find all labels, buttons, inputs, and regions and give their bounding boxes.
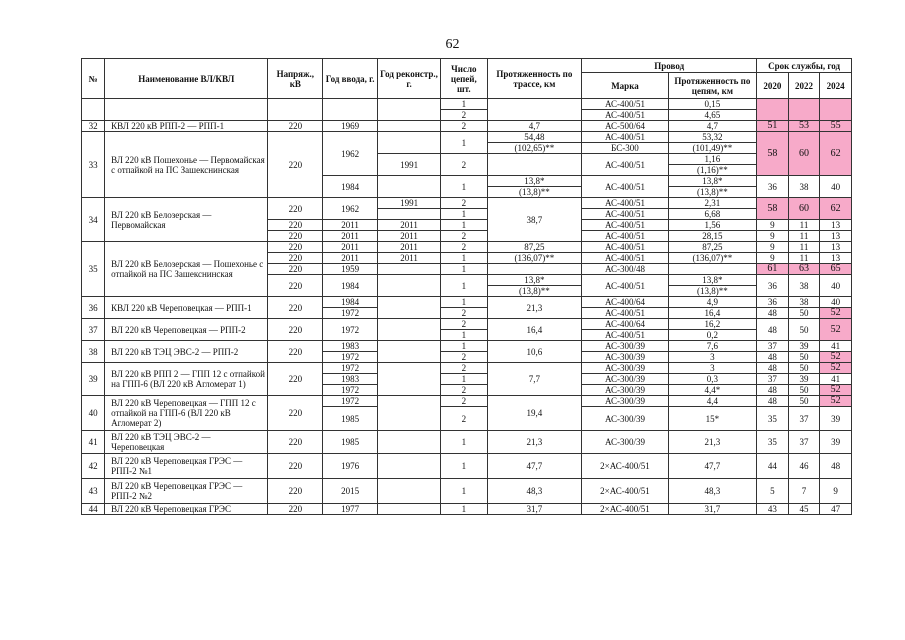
cell: 220 xyxy=(268,297,323,319)
cell: 1984 xyxy=(323,275,378,297)
cell: 1972 xyxy=(323,319,378,341)
cell: 58 xyxy=(757,198,789,220)
table-row xyxy=(82,504,852,515)
cell: ВЛ 220 кВ ТЭЦ ЭВС-2 — Череповецкая xyxy=(105,431,268,454)
cell: 1,16 xyxy=(668,154,756,165)
cell: 7,6 xyxy=(668,341,756,352)
cell: АС-300/39 xyxy=(582,374,668,385)
cell: 6,68 xyxy=(668,209,756,220)
cell: ВЛ 220 кВ Пошехонье — Первомайская с отпайкой на ПС Зашекснинская xyxy=(105,132,268,198)
cell: АС-400/51 xyxy=(582,132,668,143)
header-wire-length: Протяженность по цепям, км xyxy=(668,73,756,99)
cell: 1 xyxy=(441,209,487,220)
cell: 220 xyxy=(268,363,323,396)
cell: 39 xyxy=(820,431,852,454)
cell: 2 xyxy=(441,231,487,242)
cell: 35 xyxy=(757,431,789,454)
table-row xyxy=(82,297,852,308)
cell: 15* xyxy=(668,407,756,431)
cell: 38 xyxy=(82,341,105,363)
cell: 13 xyxy=(820,231,852,242)
cell: 13,8* xyxy=(487,176,582,187)
cell: 48 xyxy=(757,319,789,341)
cell: 36 xyxy=(757,176,789,198)
cell: 4,4 xyxy=(668,396,756,407)
cell: 21,3 xyxy=(668,431,756,454)
cell: 1 xyxy=(441,275,487,297)
cell: 220 xyxy=(268,454,323,479)
cell: 0,2 xyxy=(668,330,756,341)
cell: (101,49)** xyxy=(668,143,756,154)
header-num: № xyxy=(82,59,105,99)
cell: АС-300/39 xyxy=(582,363,668,374)
cell: 0,15 xyxy=(668,99,756,110)
cell: 2×АС-400/51 xyxy=(582,504,668,515)
table-row xyxy=(82,396,852,407)
cell: 220 xyxy=(268,231,323,242)
cell: 2×АС-400/51 xyxy=(582,454,668,479)
cell: 44 xyxy=(82,504,105,515)
cell: 1 xyxy=(441,253,487,264)
cell: 4,65 xyxy=(668,110,756,121)
header-year-2022: 2022 xyxy=(788,73,820,99)
cell: (102,65)** xyxy=(487,143,582,154)
cell: 41 xyxy=(820,374,852,385)
table-row xyxy=(82,319,852,330)
cell: 37 xyxy=(82,319,105,341)
cell: 2 xyxy=(441,363,487,374)
cell: 87,25 xyxy=(668,242,756,253)
cell: 21,3 xyxy=(487,297,582,319)
cell: 19,4 xyxy=(487,396,582,431)
cell: АС-300/39 xyxy=(582,341,668,352)
cell: 1972 xyxy=(323,308,378,319)
cell: 220 xyxy=(268,275,323,297)
cell: 16,4 xyxy=(668,308,756,319)
cell: 54,48 xyxy=(487,132,582,143)
power-lines-table xyxy=(81,58,852,515)
cell: 9 xyxy=(757,220,789,231)
cell: 50 xyxy=(788,385,820,396)
cell: 13,8* xyxy=(668,176,756,187)
cell: 38 xyxy=(788,297,820,308)
cell: 37 xyxy=(757,374,789,385)
cell: 1972 xyxy=(323,352,378,363)
cell: АС-500/64 xyxy=(582,121,668,132)
table-row xyxy=(82,99,852,110)
cell: 40 xyxy=(820,275,852,297)
cell: 44 xyxy=(757,454,789,479)
cell: КВЛ 220 кВ РПП-2 — РПП-1 xyxy=(105,121,268,132)
cell: 220 xyxy=(268,253,323,264)
cell: 4,7 xyxy=(487,121,582,132)
cell: 16,4 xyxy=(487,319,582,341)
cell: АС-300/39 xyxy=(582,385,668,396)
cell: АС-400/51 xyxy=(582,198,668,209)
cell: АС-300/48 xyxy=(582,264,668,275)
cell: 2 xyxy=(441,121,487,132)
cell: 1972 xyxy=(323,363,378,374)
cell: АС-400/51 xyxy=(582,209,668,220)
header-wire-mark: Марка xyxy=(582,73,668,99)
cell: 38 xyxy=(788,176,820,198)
cell: 21,3 xyxy=(487,431,582,454)
table-row xyxy=(82,198,852,209)
cell: 9 xyxy=(757,253,789,264)
cell: 2 xyxy=(441,396,487,407)
cell: 4,4* xyxy=(668,385,756,396)
cell: 37 xyxy=(757,341,789,352)
cell: 1976 xyxy=(323,454,378,479)
cell: 50 xyxy=(788,319,820,341)
cell: 2×АС-400/51 xyxy=(582,479,668,504)
table-row xyxy=(82,454,852,479)
cell: 2011 xyxy=(323,220,378,231)
cell: ВЛ 220 кВ ТЭЦ ЭВС-2 — РПП-2 xyxy=(105,341,268,363)
cell: 50 xyxy=(788,308,820,319)
cell: 28,15 xyxy=(668,231,756,242)
cell: ВЛ 220 кВ Череповецкая — РПП-2 xyxy=(105,319,268,341)
cell: 13 xyxy=(820,220,852,231)
cell: АС-400/51 xyxy=(582,176,668,198)
cell: 48 xyxy=(820,454,852,479)
cell: 220 xyxy=(268,319,323,341)
cell: 50 xyxy=(788,352,820,363)
cell: 2 xyxy=(441,308,487,319)
cell: 2 xyxy=(441,110,487,121)
cell: 50 xyxy=(788,363,820,374)
cell: 1985 xyxy=(323,407,378,431)
cell: 1991 xyxy=(377,198,440,209)
cell: 52 xyxy=(820,352,852,363)
cell: 13 xyxy=(820,253,852,264)
cell: 51 xyxy=(757,121,789,132)
cell: АС-400/51 xyxy=(582,154,668,176)
cell: (1,16)** xyxy=(668,165,756,176)
table-row xyxy=(82,363,852,374)
cell: 43 xyxy=(757,504,789,515)
cell: 39 xyxy=(788,341,820,352)
cell: 7,7 xyxy=(487,363,582,396)
cell: 48 xyxy=(757,352,789,363)
cell: АС-400/51 xyxy=(582,220,668,231)
cell: 32 xyxy=(82,121,105,132)
table-row xyxy=(82,479,852,504)
cell: 1972 xyxy=(323,396,378,407)
cell: 1 xyxy=(441,374,487,385)
cell: БС-300 xyxy=(582,143,668,154)
header-service-life: Срок службы, год xyxy=(757,59,852,73)
cell: 38,7 xyxy=(487,198,582,242)
cell: АС-300/39 xyxy=(582,352,668,363)
cell: 65 xyxy=(820,264,852,275)
cell: 37 xyxy=(788,431,820,454)
header-wire: Провод xyxy=(582,59,757,73)
cell: 9 xyxy=(820,479,852,504)
cell: 11 xyxy=(788,231,820,242)
cell: АС-400/51 xyxy=(582,242,668,253)
cell: 13 xyxy=(820,242,852,253)
cell: 43 xyxy=(82,479,105,504)
cell: 41 xyxy=(82,431,105,454)
cell: 10,6 xyxy=(487,341,582,363)
cell: 220 xyxy=(268,479,323,504)
cell: 2 xyxy=(441,198,487,209)
page-number: 62 xyxy=(445,37,460,52)
cell: 36 xyxy=(757,275,789,297)
cell: ВЛ 220 кВ Череповецкая — ГПП 12 с отпайкой на ГПП-6 (ВЛ 220 кВ Агломерат 2) xyxy=(105,396,268,431)
cell: 53 xyxy=(788,121,820,132)
cell: 2,31 xyxy=(668,198,756,209)
cell: 1984 xyxy=(323,297,378,308)
cell: 55 xyxy=(820,121,852,132)
cell: (13,8)** xyxy=(487,286,582,297)
cell: 11 xyxy=(788,220,820,231)
cell: 3 xyxy=(668,363,756,374)
cell: 9 xyxy=(757,231,789,242)
cell: 2 xyxy=(441,407,487,431)
cell: 1991 xyxy=(377,154,440,176)
cell: 48 xyxy=(757,396,789,407)
cell: 2 xyxy=(441,242,487,253)
header-circuits: Число цепей, шт. xyxy=(441,59,487,99)
cell: ВЛ 220 кВ Череповецкая ГРЭС — РПП-2 №1 xyxy=(105,454,268,479)
cell: 42 xyxy=(82,454,105,479)
cell: 1 xyxy=(441,132,487,154)
cell: 9 xyxy=(757,242,789,253)
cell: АС-400/51 xyxy=(582,308,668,319)
cell: ВЛ 220 кВ РПП 2 — ГПП 12 с отпайкой на ГПП-6 (ВЛ 220 кВ Агломерат 1) xyxy=(105,363,268,396)
cell: 62 xyxy=(820,132,852,176)
cell: АС-400/64 xyxy=(582,297,668,308)
cell: 52 xyxy=(820,319,852,341)
cell: 1 xyxy=(441,99,487,110)
table-row xyxy=(82,431,852,454)
cell: АС-400/51 xyxy=(582,253,668,264)
header-length-route: Протяженность по трассе, км xyxy=(487,59,582,99)
cell: ВЛ 220 кВ Череповецкая ГРЭС — РПП-2 №2 xyxy=(105,479,268,504)
cell: 1 xyxy=(441,479,487,504)
cell: 62 xyxy=(820,198,852,220)
table-row xyxy=(82,121,852,132)
cell: 87,25 xyxy=(487,242,582,253)
cell: 4,9 xyxy=(668,297,756,308)
cell: 220 xyxy=(268,341,323,363)
cell: 63 xyxy=(788,264,820,275)
cell: 1 xyxy=(441,341,487,352)
header-year-2024: 2024 xyxy=(820,73,852,99)
header-year-reconstr: Год реконстр., г. xyxy=(377,59,440,99)
cell: 48 xyxy=(757,363,789,374)
cell: АС-400/51 xyxy=(582,110,668,121)
cell: 2 xyxy=(441,385,487,396)
cell: 48,3 xyxy=(668,479,756,504)
cell: 2011 xyxy=(377,253,440,264)
cell: 5 xyxy=(757,479,789,504)
table-container xyxy=(81,58,852,515)
cell: 2015 xyxy=(323,479,378,504)
cell: 11 xyxy=(788,242,820,253)
cell: 1 xyxy=(441,297,487,308)
cell: 1983 xyxy=(323,374,378,385)
cell: 1 xyxy=(441,220,487,231)
cell: 220 xyxy=(268,132,323,198)
cell: 220 xyxy=(268,396,323,431)
cell: 220 xyxy=(268,504,323,515)
cell: 47 xyxy=(820,504,852,515)
cell: 1,56 xyxy=(668,220,756,231)
table-row xyxy=(82,132,852,143)
cell: 4,7 xyxy=(668,121,756,132)
cell: 1977 xyxy=(323,504,378,515)
cell: (136,07)** xyxy=(668,253,756,264)
cell: 50 xyxy=(788,396,820,407)
cell: 52 xyxy=(820,308,852,319)
cell: АС-300/39 xyxy=(582,431,668,454)
cell: 1962 xyxy=(323,132,378,176)
cell: 1 xyxy=(441,431,487,454)
cell: 52 xyxy=(820,385,852,396)
table-row xyxy=(82,341,852,352)
cell: ВЛ 220 кВ Белозерская — Пошехонье с отпайкой на ПС Зашекснинская xyxy=(105,242,268,297)
header-year-in: Год ввода, г. xyxy=(323,59,378,99)
cell: 2 xyxy=(441,154,487,176)
cell: 31,7 xyxy=(487,504,582,515)
cell: 46 xyxy=(788,454,820,479)
cell: 40 xyxy=(820,176,852,198)
cell: 1984 xyxy=(323,176,378,198)
cell: ВЛ 220 кВ Белозерская — Первомайская xyxy=(105,198,268,242)
header-name: Наименование ВЛ/КВЛ xyxy=(105,59,268,99)
cell: 60 xyxy=(788,132,820,176)
cell: 35 xyxy=(82,242,105,297)
cell: 45 xyxy=(788,504,820,515)
cell: 16,2 xyxy=(668,319,756,330)
cell: 220 xyxy=(268,431,323,454)
cell: (13,8)** xyxy=(668,286,756,297)
cell: 48,3 xyxy=(487,479,582,504)
cell: 2 xyxy=(441,319,487,330)
cell: КВЛ 220 кВ Череповецкая — РПП-1 xyxy=(105,297,268,319)
cell: 220 xyxy=(268,264,323,275)
cell: 13,8* xyxy=(668,275,756,286)
cell: 1 xyxy=(441,176,487,198)
cell: 52 xyxy=(820,396,852,407)
cell: 47,7 xyxy=(668,454,756,479)
cell: 39 xyxy=(788,374,820,385)
cell: 2011 xyxy=(377,242,440,253)
cell: 39 xyxy=(820,407,852,431)
cell: АС-400/51 xyxy=(582,231,668,242)
cell: 1972 xyxy=(323,385,378,396)
cell: 2011 xyxy=(323,253,378,264)
cell: 0,3 xyxy=(668,374,756,385)
cell: 1 xyxy=(441,264,487,275)
cell: 61 xyxy=(757,264,789,275)
cell: (136,07)** xyxy=(487,253,582,264)
header-year-2020: 2020 xyxy=(757,73,789,99)
cell: 60 xyxy=(788,198,820,220)
cell: 53,32 xyxy=(668,132,756,143)
cell: 40 xyxy=(820,297,852,308)
cell: 1959 xyxy=(323,264,378,275)
cell: 36 xyxy=(82,297,105,319)
cell: 7 xyxy=(788,479,820,504)
cell: 58 xyxy=(757,132,789,176)
cell: 1985 xyxy=(323,431,378,454)
cell: АС-400/51 xyxy=(582,99,668,110)
cell: (13,8)** xyxy=(487,187,582,198)
table-row xyxy=(82,242,852,253)
cell: 2 xyxy=(441,352,487,363)
cell: 38 xyxy=(788,275,820,297)
cell: 34 xyxy=(82,198,105,242)
cell: (13,8)** xyxy=(668,187,756,198)
cell: 2011 xyxy=(377,231,440,242)
cell: АС-300/39 xyxy=(582,407,668,431)
cell: 1962 xyxy=(323,198,378,220)
cell: АС-400/64 xyxy=(582,319,668,330)
cell: 36 xyxy=(757,297,789,308)
cell: 48 xyxy=(757,308,789,319)
header-voltage: Напряж., кВ xyxy=(268,59,323,99)
cell: АС-400/51 xyxy=(582,330,668,341)
cell: 41 xyxy=(820,341,852,352)
cell: 31,7 xyxy=(668,504,756,515)
cell: 35 xyxy=(757,407,789,431)
cell: 47,7 xyxy=(487,454,582,479)
cell: 1 xyxy=(441,330,487,341)
cell: 3 xyxy=(668,352,756,363)
cell: 220 xyxy=(268,121,323,132)
cell: 220 xyxy=(268,198,323,220)
cell: АС-300/39 xyxy=(582,396,668,407)
cell: 52 xyxy=(820,363,852,374)
cell: 40 xyxy=(82,396,105,431)
cell: 2011 xyxy=(323,242,378,253)
cell: 1 xyxy=(441,454,487,479)
cell: 220 xyxy=(268,242,323,253)
cell: 33 xyxy=(82,132,105,198)
cell: 11 xyxy=(788,253,820,264)
cell: ВЛ 220 кВ Череповецкая ГРЭС xyxy=(105,504,268,515)
cell: 48 xyxy=(757,385,789,396)
cell: 39 xyxy=(82,363,105,396)
cell: АС-400/51 xyxy=(582,275,668,297)
cell: 2011 xyxy=(377,220,440,231)
cell: 1983 xyxy=(323,341,378,352)
cell: 13,8* xyxy=(487,275,582,286)
cell: 2011 xyxy=(323,231,378,242)
cell: 1 xyxy=(441,504,487,515)
cell: 220 xyxy=(268,220,323,231)
cell: 37 xyxy=(788,407,820,431)
cell: 1969 xyxy=(323,121,378,132)
